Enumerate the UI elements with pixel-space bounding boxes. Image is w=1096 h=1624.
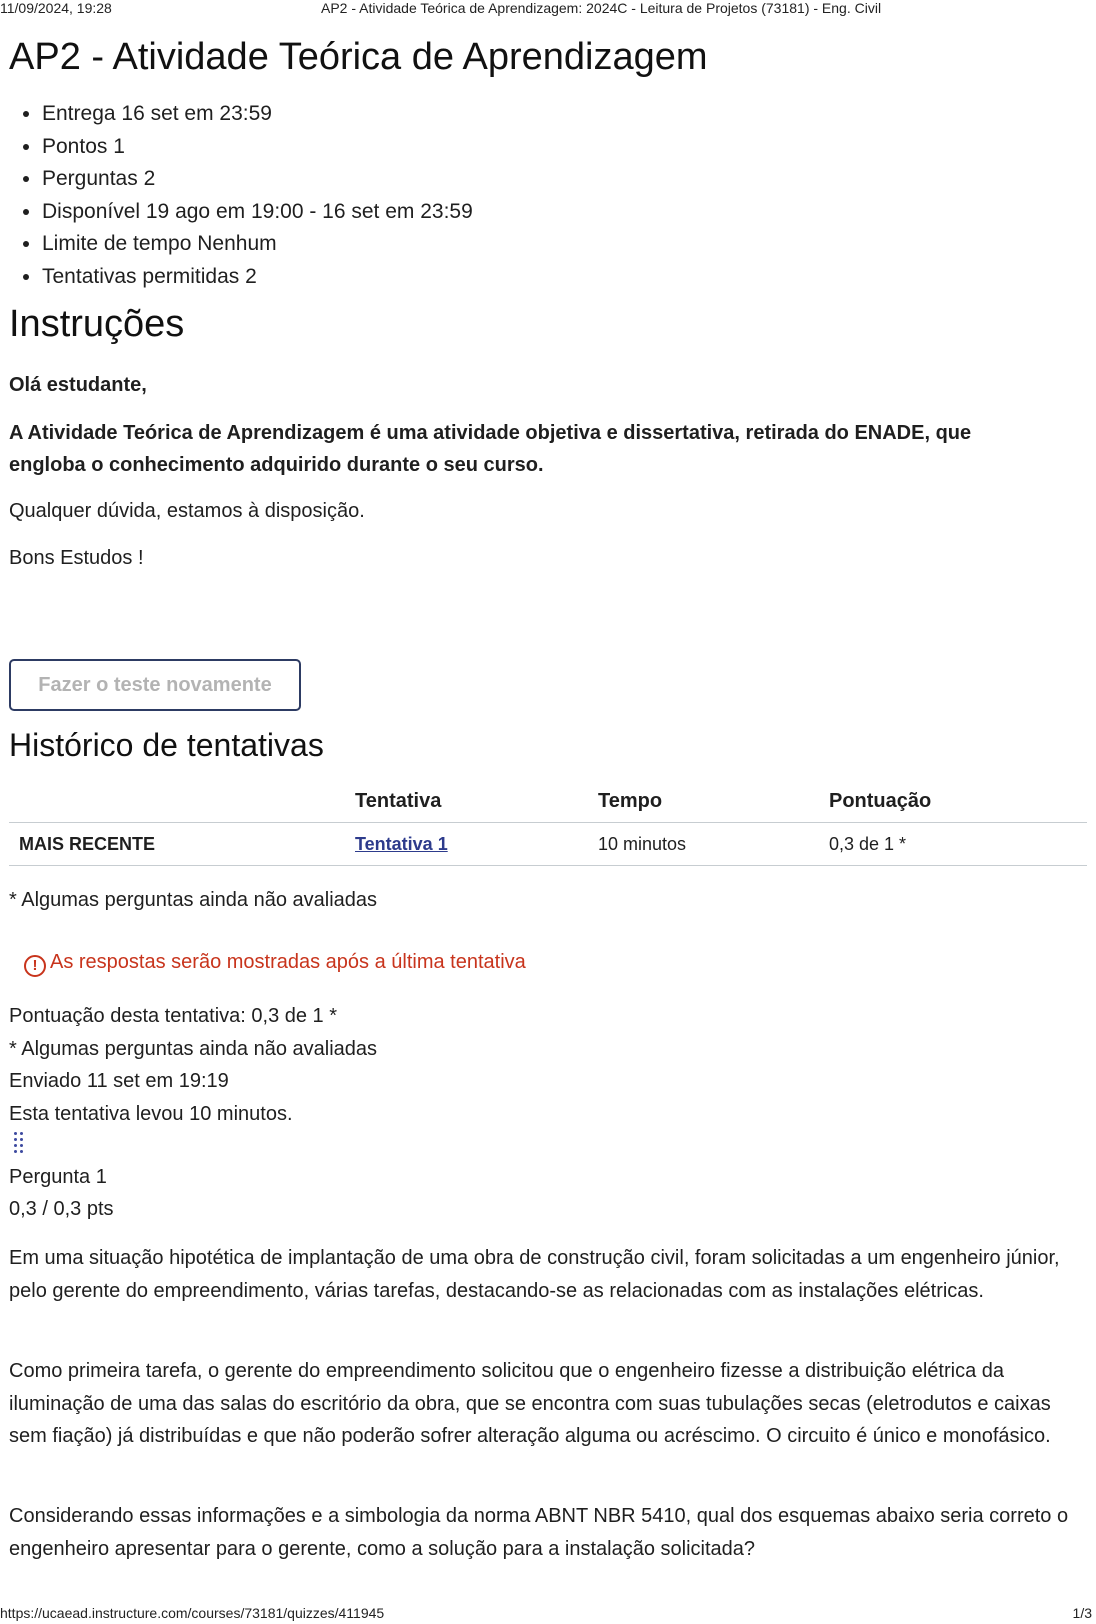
print-url: https://ucaead.instructure.com/courses/73181/quizzes/411945: [0, 1605, 385, 1621]
print-page-number: 1/3: [1072, 1605, 1092, 1621]
instructions-farewell: Bons Estudos !: [9, 547, 144, 569]
column-header-score: Pontuação: [829, 790, 932, 812]
detail-attempts: • Tentativas permitidas 2: [42, 261, 473, 294]
question-paragraph-3: Considerando essas informações e a simbologia da norma ABNT NBR 5410, qual dos esquemas abaixo seria correto o engenheiro apresentar para o gerente, como a solução para a instalação solicitada?: [9, 1505, 1069, 1560]
table-row: [9, 822, 1087, 866]
attempt-score: 0,3 de 1 *: [829, 834, 907, 854]
question-label: Pergunta 1: [9, 1166, 107, 1188]
attempt-1-link[interactable]: Tentativa 1: [355, 834, 448, 854]
attempt-time: 10 minutos: [598, 834, 687, 854]
print-datetime: 11/09/2024, 19:28: [0, 0, 112, 16]
alert-text: As respostas serão mostradas após a última tentativa: [50, 951, 526, 973]
detail-points: • Pontos 1: [42, 131, 473, 164]
instructions-heading: Instruções: [9, 303, 185, 345]
answers-hidden-alert: [24, 951, 526, 977]
attempt-history-heading: Histórico de tentativas: [9, 727, 324, 763]
instructions-description: A Atividade Teórica de Aprendizagem é uma atividade objetiva e dissertativa, retirada do ENADE, que engloba o conhecimento adquirido durante o seu curso.: [9, 422, 972, 476]
print-doc-title: AP2 - Atividade Teórica de Aprendizagem: 2024C - Leitura de Projetos (73181) - Eng. Civil: [321, 0, 882, 16]
attempt-history-table: [9, 780, 1087, 866]
print-header: [0, 0, 1096, 18]
instructions-greeting: Olá estudante,: [9, 374, 147, 396]
table-header: [9, 780, 1087, 822]
detail-time-limit: • Limite de tempo Nenhum: [42, 228, 473, 261]
drag-handle-icon[interactable]: [12, 1130, 26, 1156]
warning-icon: !: [24, 955, 46, 977]
attempt-submitted: Enviado 11 set em 19:19: [9, 1070, 229, 1092]
print-footer: [0, 1605, 1096, 1623]
question-points: 0,3 / 0,3 pts: [9, 1198, 114, 1220]
attempt-score-line: Pontuação desta tentativa: 0,3 de 1 *: [9, 1005, 338, 1027]
attempt-ungraded-note: * Algumas perguntas ainda não avaliadas: [9, 1037, 378, 1060]
retake-quiz-button[interactable]: Fazer o teste novamente: [9, 659, 301, 711]
attempt-duration: Esta tentativa levou 10 minutos.: [9, 1102, 293, 1125]
quiz-details-list: [9, 98, 473, 293]
column-header-time: Tempo: [598, 790, 663, 812]
detail-available: • Disponível 19 ago em 19:00 - 16 set em 23:59: [42, 196, 473, 229]
column-header-attempt: Tentativa: [355, 790, 442, 812]
question-paragraph-2: Como primeira tarefa, o gerente do empreendimento solicitou que o engenheiro fizesse a distribuição elétrica da iluminação de uma das salas do escritório da obra, que se encontra com suas tubulações secas (eletrodutos e caixas sem fiação) já distribuídas e que não poderão sofrer alteração alguma ou acréscimo. O circuito é único e monofásico.: [9, 1360, 1051, 1447]
instructions-help: Qualquer dúvida, estamos à disposição.: [9, 500, 365, 522]
row-label-most-recent: MAIS RECENTE: [19, 834, 156, 854]
question-paragraph-1: Em uma situação hipotética de implantação de uma obra de construção civil, foram solicitadas a um engenheiro júnior, pelo gerente do empreendimento, várias tarefas, destacando-se as relacionadas com as instalações elétricas.: [9, 1247, 1060, 1302]
attempt-summary: [9, 1000, 377, 1130]
detail-due: • Entrega 16 set em 23:59: [42, 98, 473, 131]
ungraded-note: * Algumas perguntas ainda não avaliadas: [9, 889, 378, 911]
quiz-title: AP2 - Atividade Teórica de Aprendizagem: [9, 36, 708, 78]
detail-questions: • Perguntas 2: [42, 163, 473, 196]
